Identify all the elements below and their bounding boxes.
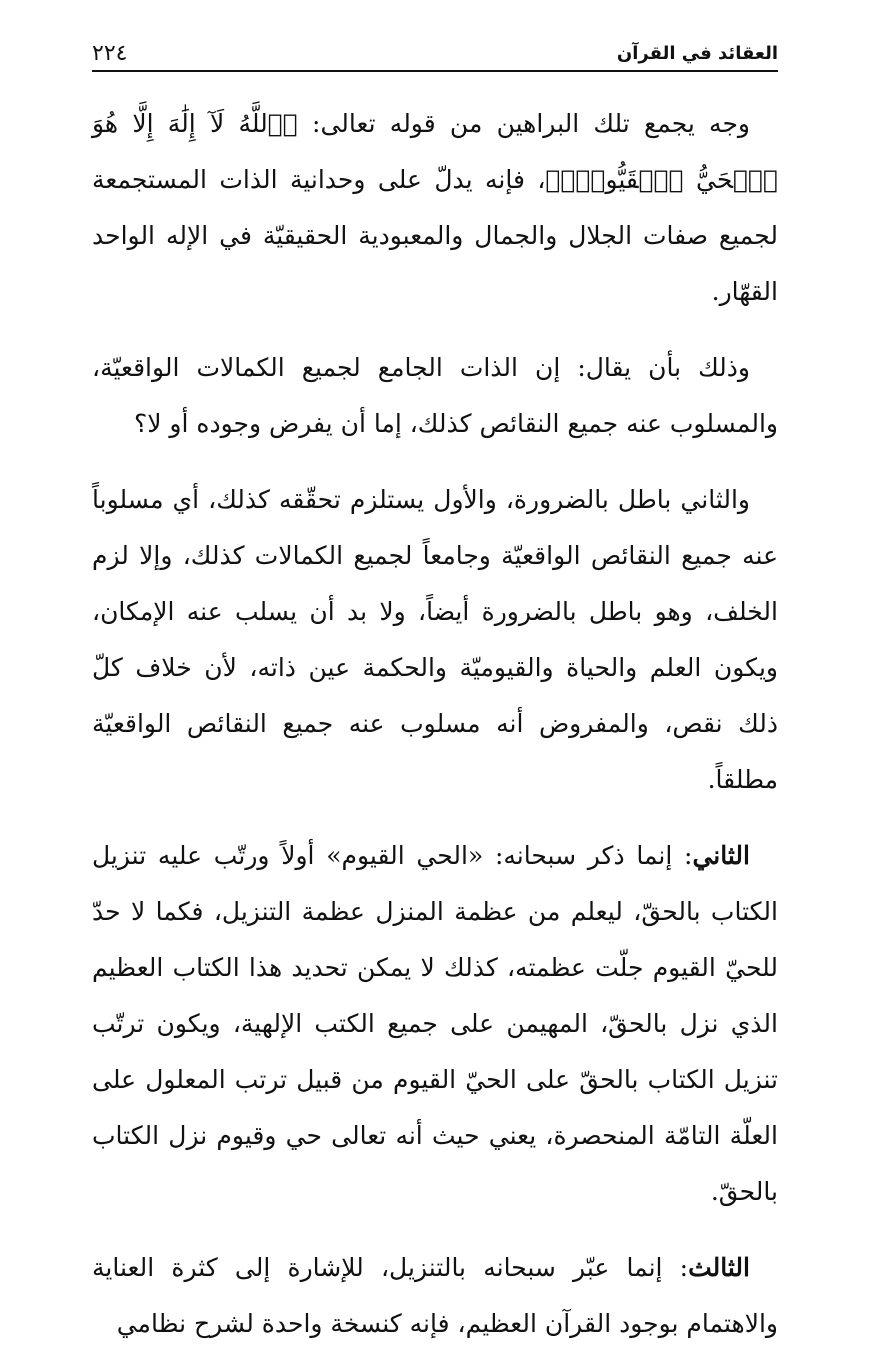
- paragraph-5: [92, 1240, 778, 1352]
- paragraph-4-lead: الثاني: [692, 841, 750, 870]
- paragraph-5-text: : إنما عبّر سبحانه بالتنزيل، للإشارة إلى كثرة العناية والاهتمام بوجود القرآن العظيم، فإنه كنسخة واحدة لشرح نظامي: [92, 1253, 778, 1338]
- paragraph-4: [92, 828, 778, 1220]
- paragraph-4-text: : إنما ذكر سبحانه: «الحي القيوم» أولاً ورتّب عليه تنزيل الكتاب بالحقّ، ليعلم من عظمة المنزل عظمة التنزيل، فكما لا حدّ للحيّ القيوم جلّت عظمته، كذلك لا يمكن تحديد هذا الكتاب العظيم الذي نزل بالحقّ، المهيمن على جميع الكتب الإلهية، ويكون ترتّب تنزيل الكتاب بالحقّ على الحيّ القيوم من قبيل ترتب المعلول على العلّة التامّة المنحصرة، يعني حيث أنه تعالى حي وقيوم نزل الكتاب بالحقّ.: [92, 841, 778, 1206]
- paragraph-3: [92, 472, 778, 808]
- body-text: [92, 96, 778, 1372]
- page-number: ٢٢٤: [92, 41, 128, 66]
- paragraph-2: [92, 340, 778, 452]
- paragraph-3-text: والثاني باطل بالضرورة، والأول يستلزم تحقّقه كذلك، أي مسلوباً عنه جميع النقائص الواقعيّة وجامعاً لجميع الكمالات كذلك، وإلا لزم الخلف، وهو باطل بالضرورة أيضاً، ولا بد أن يسلب عنه الإمكان، ويكون العلم والحياة والقيوميّة والحكمة عين ذاته، لأن خلاف كلّ ذلك نقص، والمفروض أنه مسلوب عنه جميع النقائص الواقعيّة مطلقاً.: [92, 485, 778, 794]
- running-title: العقائد في القرآن: [616, 43, 778, 64]
- page-header: [92, 30, 778, 72]
- paragraph-1: [92, 96, 778, 320]
- paragraph-2-text: وذلك بأن يقال: إن الذات الجامع لجميع الكمالات الواقعيّة، والمسلوب عنه جميع النقائص كذلك، إما أن يفرض وجوده أو لا؟: [92, 353, 778, 438]
- paragraph-5-lead: الثالث: [688, 1253, 750, 1282]
- paragraph-1-text: وجه يجمع تلك البراهين من قوله تعالى: ﴿ٱللَّهُ لَآ إِلَٰهَ إِلَّا هُوَ ٱلۡحَيُّ ٱلۡقَيُّومُۚ﴾، فإنه يدلّ على وحدانية الذات المستجمعة لجميع صفات الجلال والجمال والمعبودية الحقيقيّة في الإله الواحد القهّار.: [92, 109, 778, 306]
